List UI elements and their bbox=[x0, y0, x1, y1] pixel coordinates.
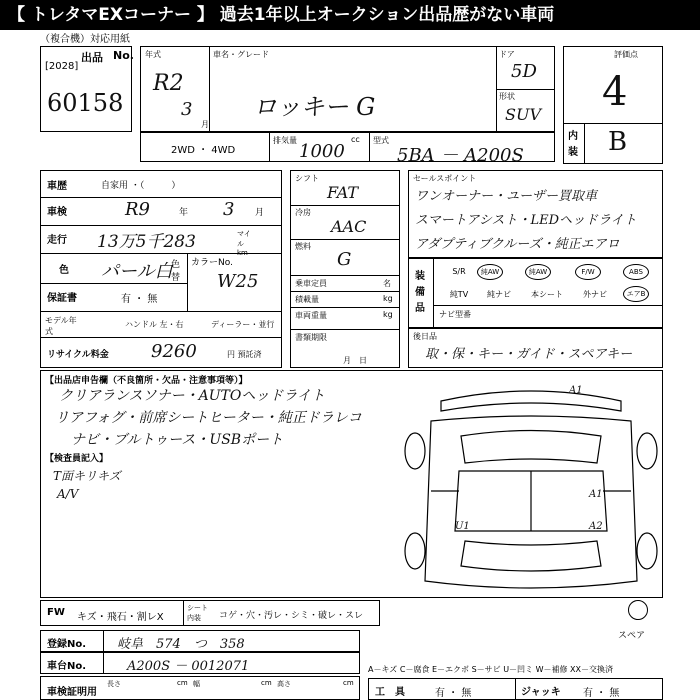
inspection-label: 車検 bbox=[47, 207, 67, 218]
load-unit: kg bbox=[383, 294, 393, 303]
color-no-label: カラーNo. bbox=[191, 258, 233, 268]
form-subtitle: （複合機）対応用紙 bbox=[40, 34, 130, 45]
cert-row bbox=[40, 676, 360, 700]
mileage-label: 走行 bbox=[47, 235, 67, 246]
divider bbox=[269, 133, 270, 161]
sales-line-1: ワンオーナー・ユーザー買取車 bbox=[415, 189, 598, 204]
year-label: 年式 bbox=[145, 50, 161, 59]
recycle-label: リサイクル料金 bbox=[47, 350, 109, 360]
sales-line-3: アダプティブクルーズ・純正エアロ bbox=[415, 237, 620, 252]
drive-label: 2WD ・ 4WD bbox=[171, 145, 236, 156]
fuel-value: G bbox=[337, 249, 352, 270]
reg-row bbox=[40, 630, 360, 652]
accessories-box bbox=[408, 328, 663, 368]
equip-abs: ABS bbox=[623, 264, 649, 280]
seller-line-1: クリアランスソナー・AUTOヘッドライト bbox=[59, 388, 325, 404]
interior-label-a: 内 bbox=[568, 131, 578, 142]
equip-ext-navi: 外ナビ bbox=[583, 290, 607, 299]
shift-label: シフト bbox=[295, 174, 319, 183]
year-era: R2 bbox=[153, 71, 184, 96]
divider bbox=[291, 239, 399, 240]
divider bbox=[291, 205, 399, 206]
sales-points-box bbox=[408, 170, 663, 258]
score-box bbox=[563, 46, 663, 164]
shape-label: 形状 bbox=[499, 92, 515, 101]
displacement-unit: cc bbox=[351, 135, 360, 144]
equip-alloy-wheel-1: 純AW bbox=[477, 264, 503, 280]
lot-no-label: No. bbox=[113, 49, 134, 62]
handle-options: ハンドル 左・右 bbox=[125, 320, 184, 329]
cert-width-label: 幅 bbox=[193, 680, 200, 688]
damage-u1-left: U1 bbox=[455, 521, 470, 532]
load-label: 積載量 bbox=[295, 295, 319, 304]
equipment-label-c: 品 bbox=[415, 303, 425, 314]
spare-tire-icon bbox=[628, 600, 648, 620]
accessories-label: 後日品 bbox=[413, 332, 437, 341]
spare-label: スペア bbox=[618, 631, 646, 641]
docs-unit: 月 日 bbox=[343, 356, 367, 365]
divider bbox=[103, 631, 104, 651]
history-options: 自家用 ・（ ） bbox=[101, 181, 181, 191]
ac-label: 冷房 bbox=[295, 208, 311, 217]
displacement-value: 1000 bbox=[299, 141, 345, 162]
divider bbox=[369, 133, 370, 161]
door-value: 5D bbox=[511, 61, 537, 82]
chassis-row bbox=[40, 652, 360, 674]
divider bbox=[41, 337, 281, 338]
fw-label: FW bbox=[47, 607, 65, 618]
sales-label: セールスポイント bbox=[413, 174, 477, 183]
shape-value: SUV bbox=[505, 105, 541, 124]
color-value: パール白 bbox=[101, 261, 173, 282]
divider bbox=[41, 197, 281, 198]
model-value: ロッキー G bbox=[253, 93, 376, 121]
divider bbox=[564, 123, 662, 124]
year-month-unit: 月 bbox=[201, 120, 209, 129]
capacity-label: 乗車定員 bbox=[295, 279, 327, 288]
divider bbox=[103, 653, 104, 673]
equipment-label-a: 装 bbox=[415, 271, 425, 282]
equip-navi: 純ナビ bbox=[487, 290, 511, 299]
navi-model-label: ナビ型番 bbox=[439, 310, 471, 319]
interior-label-b: 装 bbox=[568, 147, 578, 158]
divider bbox=[515, 679, 516, 699]
divider bbox=[209, 47, 210, 131]
divider bbox=[291, 291, 399, 292]
reg-label: 登録No. bbox=[47, 639, 87, 650]
banner: 【 トレタマEXコーナー 】 過去1年以上オークション出品歴がない車両 bbox=[0, 0, 700, 30]
divider bbox=[41, 283, 187, 284]
divider bbox=[433, 305, 662, 306]
recycle-unit: 円 預託済 bbox=[227, 350, 262, 359]
equipment-box bbox=[408, 258, 663, 328]
warranty-label: 保証書 bbox=[47, 293, 77, 304]
weight-label: 車両重量 bbox=[295, 311, 327, 320]
score-label: 評価点 bbox=[614, 50, 638, 59]
damage-legend: A－キズ C－腐食 E－エクボ S－サビ U－凹ミ W－補修 XX－交換済 bbox=[368, 665, 614, 674]
warranty-options: 有 ・ 無 bbox=[121, 294, 158, 305]
type-label: 型式 bbox=[373, 136, 389, 145]
door-label: ドア bbox=[499, 50, 515, 59]
type-value: 5BA － A200S bbox=[397, 145, 524, 166]
spec-block bbox=[40, 170, 282, 368]
equip-tv: 純TV bbox=[449, 290, 469, 299]
divider bbox=[183, 601, 184, 625]
car-body-diagram bbox=[401, 381, 661, 599]
docs-label: 書類期限 bbox=[295, 333, 327, 342]
lot-number: 60158 bbox=[47, 89, 124, 117]
inspector-label: 【検査員記入】 bbox=[45, 454, 109, 464]
color-change-label: 色替 bbox=[171, 260, 181, 283]
tools-options: 有 ・ 無 bbox=[435, 688, 472, 699]
ac-value: AAC bbox=[331, 217, 367, 236]
inspection-year-unit: 年 bbox=[179, 208, 189, 218]
tools-row bbox=[368, 678, 663, 700]
divider bbox=[41, 311, 281, 312]
cert-label: 車検証明用 bbox=[47, 687, 97, 698]
condition-area bbox=[40, 370, 663, 598]
inspection-month-unit: 月 bbox=[255, 208, 265, 218]
cert-height-unit: cm bbox=[343, 679, 354, 687]
mileage-value: 13万5千283 bbox=[97, 232, 196, 252]
divider bbox=[584, 123, 585, 163]
color-no-value: W25 bbox=[217, 271, 259, 292]
displacement-label: 排気量 bbox=[273, 136, 297, 145]
damage-a2-right: A2 bbox=[589, 521, 603, 532]
history-label: 車歴 bbox=[47, 181, 67, 192]
accessories-value: 取・保・キー・ガイド・スペアキー bbox=[425, 347, 633, 362]
seller-line-3: ナビ・ブルトゥース・USBポート bbox=[71, 432, 284, 448]
drive-row bbox=[140, 132, 555, 166]
cert-height-label: 高さ bbox=[277, 680, 291, 688]
shift-value: FAT bbox=[327, 183, 359, 202]
interior-value: B bbox=[608, 127, 628, 157]
inspector-line-1: T面キリキズ bbox=[53, 469, 121, 483]
cert-length-unit: cm bbox=[177, 679, 188, 687]
equip-leather: 本シート bbox=[531, 290, 563, 299]
chassis-label: 車台No. bbox=[47, 661, 87, 672]
seller-label: 【出品店申告欄（不良箇所・欠品・注意事項等）】 bbox=[45, 376, 248, 386]
seat-options: コゲ・穴・汚レ・シミ・破レ・スレ bbox=[219, 611, 364, 621]
jack-options: 有 ・ 無 bbox=[583, 688, 620, 699]
drivetrain-block bbox=[290, 170, 400, 368]
color-label: 色 bbox=[59, 265, 69, 276]
score-value: 4 bbox=[602, 69, 628, 115]
divider bbox=[291, 275, 399, 276]
model-label: 車名・グレード bbox=[213, 50, 269, 59]
chassis-value: A200S － 0012071 bbox=[127, 659, 250, 674]
lot-label: 出品 bbox=[81, 51, 103, 64]
inspector-line-2: A/V bbox=[57, 487, 79, 501]
recycle-value: 9260 bbox=[151, 341, 197, 362]
seat-label: シート内装 bbox=[187, 604, 208, 622]
lot-box bbox=[40, 46, 132, 132]
fw-row bbox=[40, 600, 380, 626]
divider bbox=[187, 253, 188, 311]
cert-width-unit: cm bbox=[261, 679, 272, 687]
damage-a1-right: A1 bbox=[589, 489, 603, 500]
mileage-unit: マイル km bbox=[237, 230, 251, 257]
damage-a1-top: A1 bbox=[569, 385, 583, 396]
weight-unit: kg bbox=[383, 310, 393, 319]
divider bbox=[41, 253, 281, 254]
equip-sunroof: S/R bbox=[452, 267, 466, 276]
sales-line-2: スマートアシスト・LEDヘッドライト bbox=[415, 213, 637, 228]
fw-options: キズ・飛石・割レX bbox=[77, 612, 164, 623]
model-year-label: モデル年式 bbox=[45, 316, 77, 336]
divider bbox=[291, 329, 399, 330]
vehicle-header-box bbox=[140, 46, 555, 132]
seller-line-2: リアフォグ・前席シートヒーター・純正ドラレコ bbox=[55, 410, 362, 426]
equip-alloy-wheel-2: 純AW bbox=[525, 264, 551, 280]
divider bbox=[291, 307, 399, 308]
divider bbox=[496, 89, 554, 90]
divider bbox=[41, 225, 281, 226]
divider bbox=[433, 259, 434, 327]
year-month: 3 bbox=[181, 99, 193, 120]
fuel-label: 燃料 bbox=[295, 242, 311, 251]
reg-value: 岐阜 574 つ 358 bbox=[117, 637, 245, 652]
lot-code: [2028] bbox=[45, 61, 79, 72]
inspection-era: R9 bbox=[125, 199, 151, 220]
cert-length-label: 長さ bbox=[107, 680, 121, 688]
inspection-month: 3 bbox=[223, 199, 235, 220]
equip-airbag: エアB bbox=[623, 286, 649, 302]
equipment-label-b: 備 bbox=[415, 287, 425, 298]
capacity-unit: 名 bbox=[383, 279, 391, 288]
equip-power-window: F/W bbox=[575, 264, 601, 280]
tools-label: 工 具 bbox=[375, 687, 405, 698]
dealer-options: ディーラー・並行 bbox=[211, 320, 275, 329]
jack-label: ジャッキ bbox=[521, 687, 561, 698]
